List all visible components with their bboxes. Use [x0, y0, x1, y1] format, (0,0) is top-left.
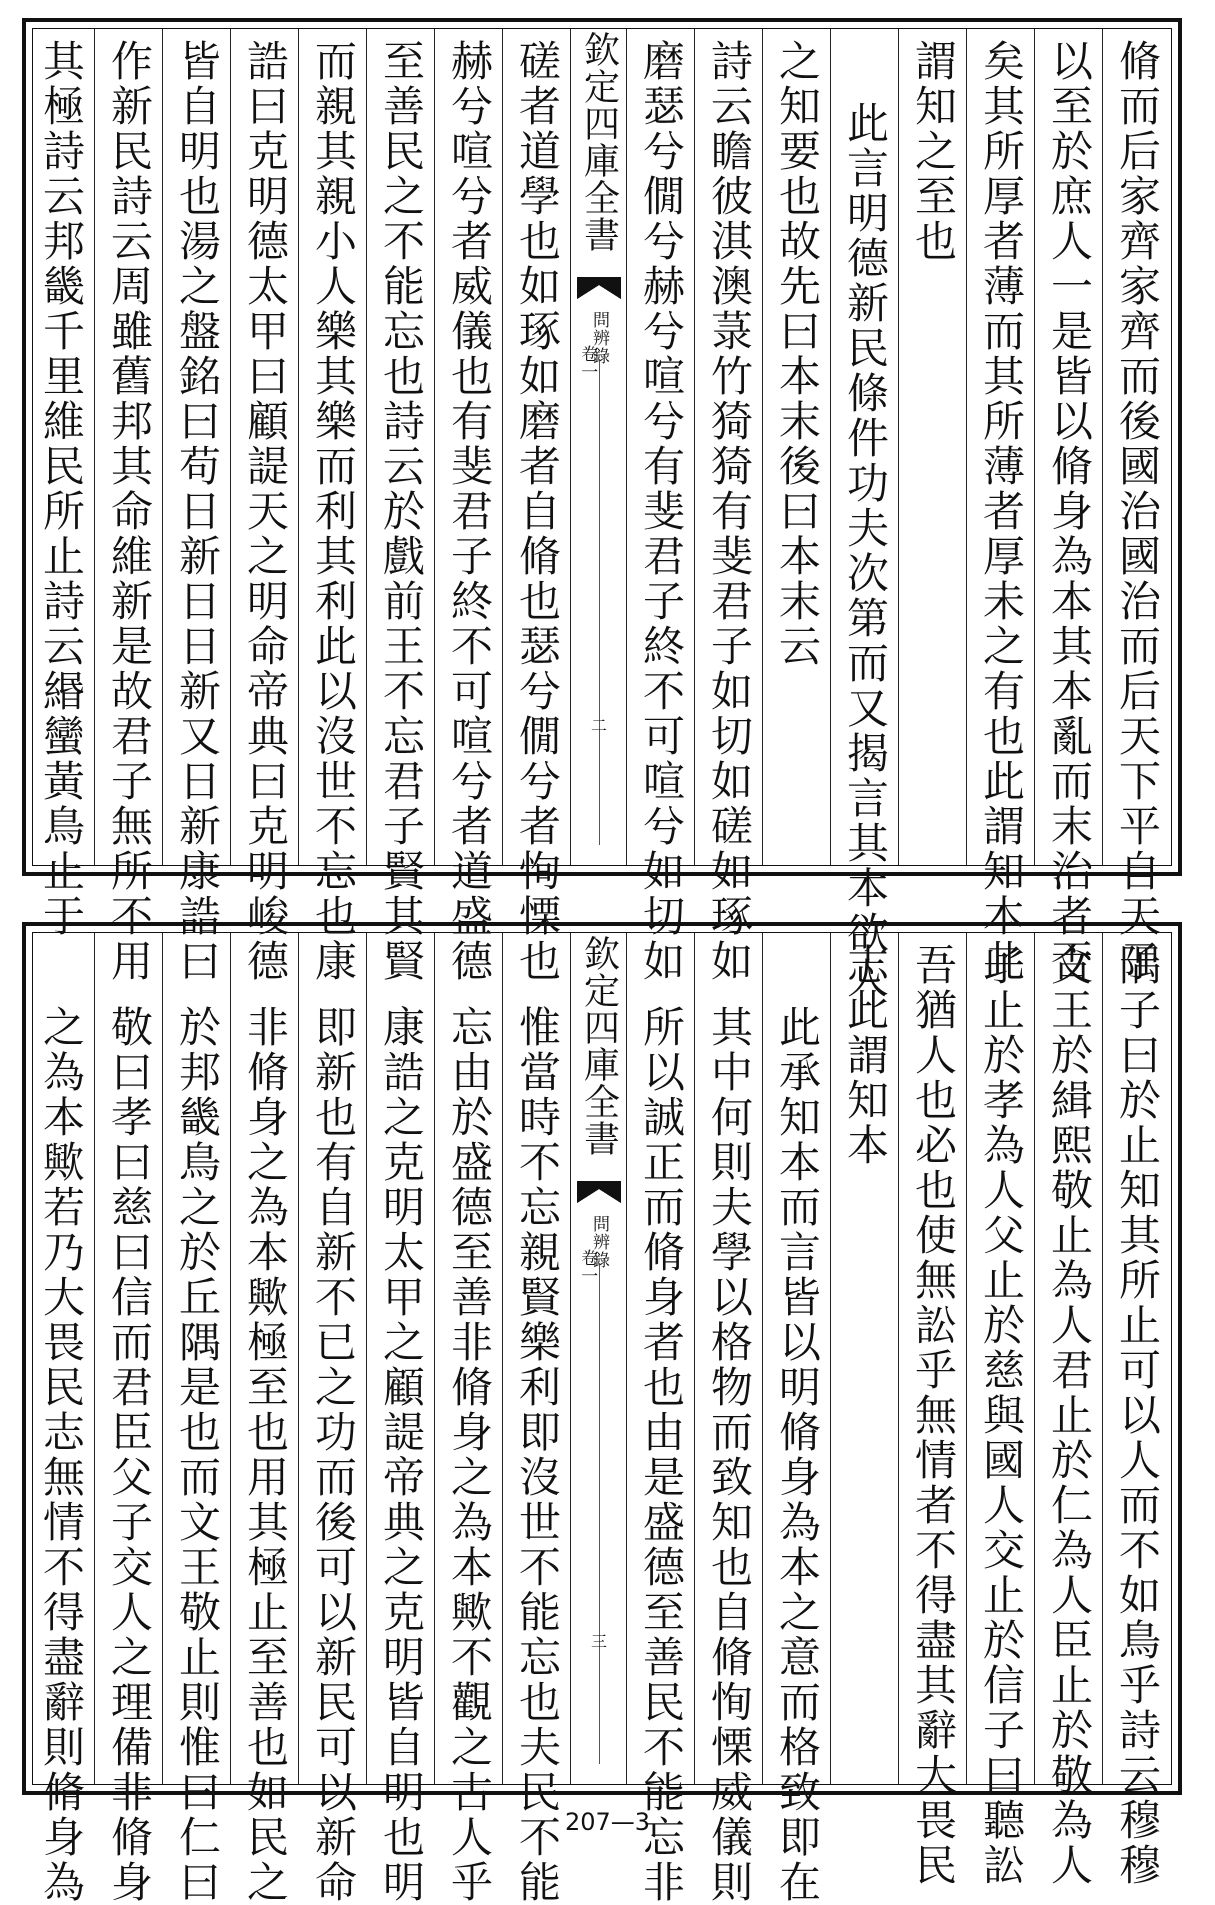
text-column — [899, 29, 967, 865]
text-column — [695, 29, 763, 984]
text-column — [95, 29, 163, 984]
text-column — [695, 933, 763, 1905]
column-text: 皆自明也湯之盤銘曰苟日新日日新又日新康誥曰 — [173, 39, 222, 984]
column-text: 誥曰克明德太甲曰顧諟天之明命帝典曰克明峻德 — [241, 39, 290, 984]
fish-tail-mark — [577, 1181, 621, 1203]
column-text: 磨瑟兮僩兮赫兮喧兮有斐君子終不可喧兮如切如 — [637, 39, 686, 984]
volume-label: 卷一 — [577, 345, 598, 381]
text-column — [763, 933, 831, 1905]
center-fold-column — [571, 933, 627, 1784]
column-text: 而親其親小人樂其樂而利其利此以沒世不忘也康 — [309, 39, 358, 984]
column-text: 志此謂知本 — [841, 943, 890, 1168]
column-text: 子止於孝為人父止於慈與國人交止於信子曰聽訟 — [977, 943, 1026, 1888]
text-column — [231, 933, 299, 1905]
text-column — [831, 29, 899, 1001]
text-column — [435, 29, 503, 984]
text-column — [367, 29, 435, 984]
page-footer-number: 207—3 — [564, 1808, 651, 1836]
upper-page-inner-frame — [32, 28, 1172, 1001]
column-text: 謂知之至也 — [909, 39, 958, 264]
text-column — [1035, 933, 1103, 1888]
column-text: 非脩身之為本歟極至也用其極止至善也如民之 — [241, 1005, 290, 1905]
center-title: 欽定四庫全書 — [578, 935, 620, 1157]
column-text: 以至於庶人一是皆以脩身為本其本亂而末治者否 — [1045, 39, 1094, 984]
text-column — [627, 933, 695, 1905]
column-text: 隅子曰於止知其所止可以人而不如鳥乎詩云穆穆 — [1113, 943, 1162, 1888]
book-title: 問辨錄 — [589, 311, 609, 365]
column-text: 即新也有自新不已之功而後可以新民可以新命 — [309, 1005, 358, 1905]
column-text: 之知要也故先曰本末後曰本末云 — [773, 39, 822, 669]
text-column — [27, 29, 95, 939]
text-column — [1035, 29, 1103, 984]
column-text: 至善民之不能忘也詩云於戲前王不忘君子賢其賢 — [377, 39, 426, 984]
text-column — [503, 29, 571, 984]
column-text: 忘由於盛德至善非脩身之為本歟不觀之古人乎 — [445, 1005, 494, 1905]
text-column — [163, 933, 231, 1905]
column-text: 康誥之克明太甲之顧諟帝典之克明皆自明也明 — [377, 1005, 426, 1905]
book-title: 問辨錄 — [589, 1215, 609, 1269]
column-text: 矣其所厚者薄而其所薄者厚未之有也此謂知本此 — [977, 39, 1026, 984]
column-text: 所以誠正而脩身者也由是盛德至善民不能忘非 — [637, 1005, 686, 1905]
text-column — [899, 933, 967, 1888]
text-column — [503, 933, 571, 1905]
volume-label: 卷一 — [577, 1249, 598, 1285]
column-text: 脩而后家齊家齊而後國治國治而后天下平自天子 — [1113, 39, 1162, 984]
text-column — [95, 933, 163, 1905]
column-text: 赫兮喧兮者威儀也有斐君子終不可喧兮者道盛德 — [445, 39, 494, 984]
column-text: 磋者道學也如琢如磨者自脩也瑟兮僩兮者恂慄也 — [513, 39, 562, 984]
column-text: 此言明德新民條件功夫次第而又揭言其本欲人 — [841, 101, 890, 1001]
column-text: 其中何則夫學以格物而致知也自脩恂慄威儀則 — [705, 1005, 754, 1905]
text-column — [299, 29, 367, 984]
column-text: 於邦畿鳥之於丘隅是也而文王敬止則惟曰仁曰 — [173, 1005, 222, 1905]
column-text: 其極詩云邦畿千里維民所止詩云緡蠻黃鳥止于 — [37, 39, 86, 939]
text-column — [163, 29, 231, 984]
column-text: 作新民詩云周雖舊邦其命維新是故君子無所不用 — [105, 39, 154, 984]
text-column — [231, 29, 299, 984]
column-text: 此承知本而言皆以明脩身為本之意而格致即在 — [773, 1005, 822, 1905]
text-column — [967, 29, 1035, 984]
upper-page-frame — [22, 18, 1182, 1001]
column-text: 惟當時不忘親賢樂利即沒世不能忘也夫民不能 — [513, 1005, 562, 1905]
column-text: 詩云瞻彼淇澳菉竹猗猗有斐君子如切如磋如琢如 — [705, 39, 754, 984]
text-column — [299, 933, 367, 1905]
text-column — [1103, 933, 1171, 1888]
column-text: 吾猶人也必也使無訟乎無情者不得盡其辭大畏民 — [909, 943, 958, 1888]
page-number: 三 — [590, 1632, 608, 1651]
text-column — [367, 933, 435, 1905]
text-column — [435, 933, 503, 1905]
text-column — [763, 29, 831, 865]
page-number: 二 — [590, 716, 608, 735]
column-text: 敬曰孝曰慈曰信而君臣父子交人之理備非脩身 — [105, 1005, 154, 1905]
center-fold-column — [571, 29, 627, 865]
text-column — [831, 933, 899, 1784]
column-text: 文王於緝熙敬止為人君止於仁為人臣止於敬為人 — [1045, 943, 1094, 1888]
text-column — [967, 933, 1035, 1888]
center-title: 欽定四庫全書 — [578, 31, 620, 253]
text-column — [27, 933, 95, 1905]
text-column — [1103, 29, 1171, 984]
fish-tail-mark — [577, 277, 621, 299]
text-column — [627, 29, 695, 984]
column-text: 之為本歟若乃大畏民志無情不得盡辭則脩身為 — [37, 1005, 86, 1905]
